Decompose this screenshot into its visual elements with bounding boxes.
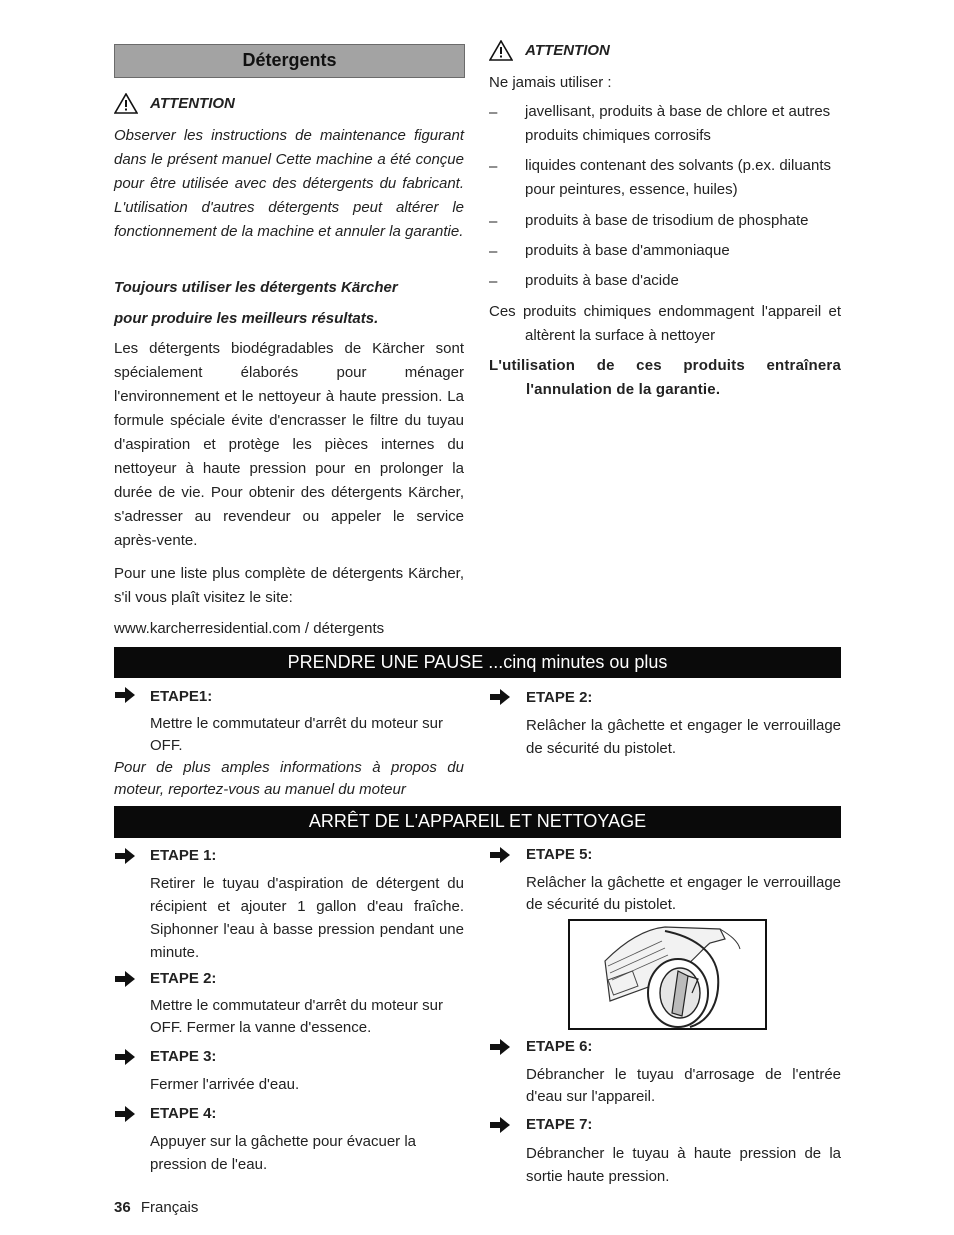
- bold-recommendation-1: Toujours utiliser les détergents Kärcher: [114, 279, 398, 296]
- shutdown-step-text: Débrancher le tuyau à haute pression de la sortie haute pression.: [526, 1145, 841, 1185]
- attention-label: ATTENTION: [150, 95, 235, 112]
- shutdown-step-text: Relâcher la gâchette et engager le verrouillage de sécurité du pistolet.: [526, 874, 841, 913]
- shutdown-step-text: Débrancher le tuyau d'arrosage de l'entrée d'eau sur l'appareil.: [526, 1066, 841, 1105]
- arrow-right-icon: [114, 686, 136, 704]
- pause-step2-text: Relâcher la gâchette et engager le verrouillage de sécurité du pistolet.: [526, 717, 841, 757]
- attention-label: ATTENTION: [525, 42, 610, 59]
- attention-block-left: [114, 93, 235, 114]
- arrow-right-icon: [489, 1116, 511, 1134]
- arrow-right-icon: [489, 1038, 511, 1056]
- attention-text: Observer les instructions de maintenance figurant dans le présent manuel Cette machine a été conçue pour être utilisée avec des détergents du fabricant. L'utilisation d'autres détergents peut altérer le fonctionnement de la machine et annuler la garantie.: [114, 127, 464, 240]
- spray-gun-trigger-illustration-icon: [570, 921, 765, 1028]
- spray-gun-illustration: [568, 919, 767, 1030]
- arrow-right-icon: [489, 846, 511, 864]
- detergents-heading: Détergents: [114, 44, 465, 78]
- shutdown-step-label: ETAPE 4:: [150, 1105, 217, 1122]
- warranty-warning: L'utilisation de ces produits entraînera l'annulation de la garantie.: [489, 357, 841, 398]
- list-dash: –: [489, 273, 498, 290]
- list-item: produits à base d'acide: [525, 272, 679, 289]
- pause-step2-label: ETAPE 2:: [526, 689, 593, 706]
- arrow-right-icon: [114, 847, 136, 865]
- page-language: Français: [140, 1199, 199, 1216]
- list-dash: –: [489, 243, 498, 260]
- shutdown-step-label: ETAPE 3:: [150, 1048, 217, 1065]
- arrow-right-icon: [489, 688, 511, 706]
- detergents-paragraph: Les détergents biodégradables de Kärcher sont spécialement élaborés pour ménager l'environnement et le nettoyeur à haute pression. La formule spéciale évite d'encrasser le filtre du tuyau d'aspiration et protège les pièces internes du nettoyeur à haute pression pour en prolonger la durée de vie. Pour obtenir des détergents Kärcher, s'adresser au revendeur ou appeler le service après-vente.: [114, 340, 464, 549]
- shutdown-step-text: Appuyer sur la gâchette pour évacuer la pression de l'eau.: [150, 1133, 416, 1173]
- warning-icon: [114, 93, 138, 114]
- website-url: www.karcherresidential.com / détergents: [114, 620, 385, 637]
- list-item: produits à base d'ammoniaque: [525, 242, 730, 259]
- shutdown-step-label: ETAPE 1:: [150, 847, 217, 864]
- pause-step1-note: Pour de plus amples informations à propos du moteur, reportez-vous au manuel du moteur: [114, 759, 464, 798]
- page-footer: [114, 1199, 198, 1216]
- damage-text: Ces produits chimiques endommagent l'appareil et altèrent la surface à nettoyer: [489, 303, 841, 344]
- arrow-right-icon: [114, 1048, 136, 1066]
- pause-step1-label: ETAPE1:: [150, 688, 213, 705]
- list-dash: –: [489, 158, 498, 175]
- page-number: 36: [114, 1199, 131, 1216]
- shutdown-step-text: Mettre le commutateur d'arrêt du moteur sur OFF. Fermer la vanne d'essence.: [150, 997, 443, 1036]
- pause-heading: PRENDRE UNE PAUSE ...cinq minutes ou plus: [114, 647, 841, 678]
- list-item: liquides contenant des solvants (p.ex. diluants pour peintures, essence, huiles): [525, 157, 832, 198]
- arrow-right-icon: [114, 970, 136, 988]
- shutdown-step-label: ETAPE 5:: [526, 846, 593, 863]
- list-dash: –: [489, 213, 498, 230]
- list-dash: –: [489, 104, 498, 121]
- arrow-right-icon: [114, 1105, 136, 1123]
- shutdown-step-label: ETAPE 6:: [526, 1038, 593, 1055]
- shutdown-step-text: Fermer l'arrivée d'eau.: [150, 1076, 300, 1093]
- never-use-intro: Ne jamais utiliser :: [489, 74, 612, 91]
- list-item: produits à base de trisodium de phosphate: [525, 212, 809, 229]
- warning-icon: [489, 40, 513, 61]
- pause-step1-text: Mettre le commutateur d'arrêt du moteur sur OFF.: [150, 715, 443, 754]
- shutdown-step-label: ETAPE 7:: [526, 1116, 593, 1133]
- website-paragraph: Pour une liste plus complète de détergents Kärcher, s'il vous plaît visitez le site:: [114, 565, 464, 606]
- shutdown-step-text: Retirer le tuyau d'aspiration de détergent du récipient et ajouter 1 gallon d'eau fraîche. Siphonner l'eau à basse pression pendant une minute.: [150, 875, 464, 961]
- shutdown-step-label: ETAPE 2:: [150, 970, 217, 987]
- bold-recommendation-2: pour produire les meilleurs résultats.: [114, 310, 379, 327]
- shutdown-heading: ARRÊT DE L'APPAREIL ET NETTOYAGE: [114, 806, 841, 838]
- list-item: javellisant, produits à base de chlore et autres produits chimiques corrosifs: [525, 103, 831, 144]
- attention-block-right: [489, 40, 610, 61]
